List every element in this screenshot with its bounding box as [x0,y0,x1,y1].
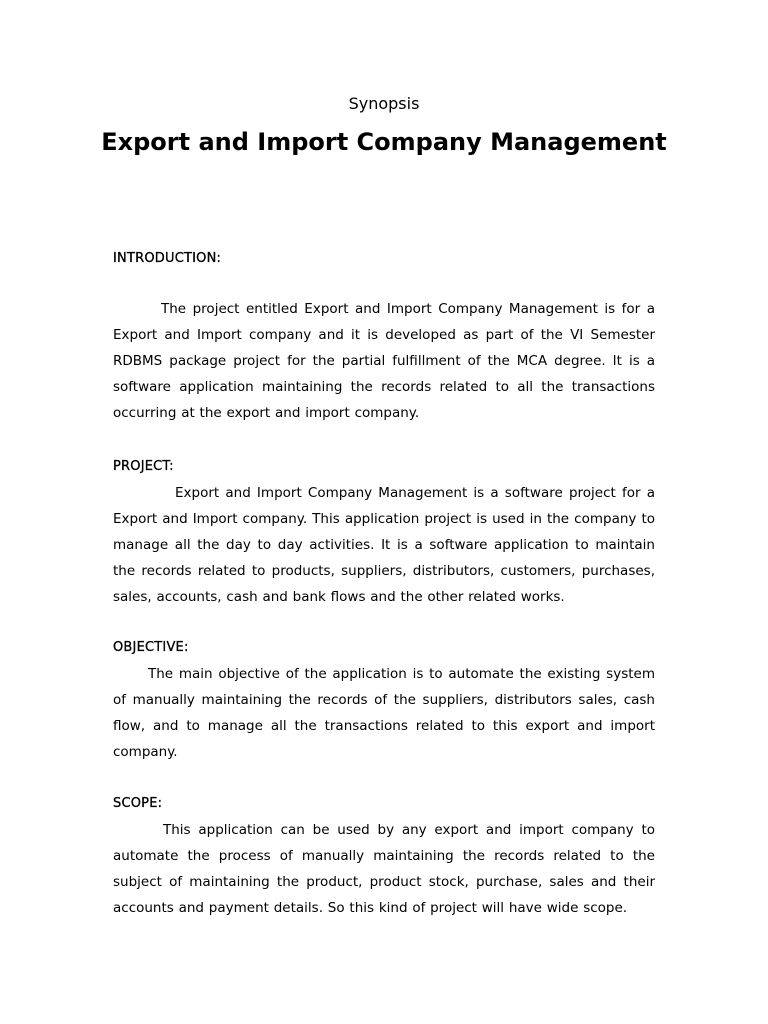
section-heading: PROJECT: [113,459,174,474]
document-subtitle: Synopsis [348,94,420,113]
section-project [113,454,655,610]
section-paragraph: Export and Import Company Management is a software project for a Export and Import company. This application project is used in the company to manage all the day to day activities. It is a software application to maintain the records related to products, suppliers, distributors, customers, purchases, sales, accounts, cash and bank flows and the other related works. [113,485,655,605]
section-paragraph: The project entitled Export and Import Company Management is for a Export and Import company and it is developed as part of the VI Semester RDBMS package project for the partial fulfillment of the MCA degree. It is a software application maintaining the records related to all the transactions occurring at the export and import company. [113,301,655,421]
section-heading: SCOPE: [113,796,163,811]
section-scope [113,791,655,921]
section-introduction [113,246,655,426]
section-heading: INTRODUCTION: [113,251,222,266]
section-paragraph: This application can be used by any export and import company to automate the process of manually maintaining the records related to the subject of maintaining the product, product stock, purchase, sales and their accounts and payment details. So this kind of project will have wide scope. [113,822,655,916]
section-heading: OBJECTIVE: [113,640,189,655]
section-objective [113,635,655,765]
document-title: Export and Import Company Management [101,128,667,156]
section-paragraph: The main objective of the application is to automate the existing system of manually maintaining the records of the suppliers, distributors sales, cash flow, and to manage all the transactions related to this export and import company. [113,666,655,760]
